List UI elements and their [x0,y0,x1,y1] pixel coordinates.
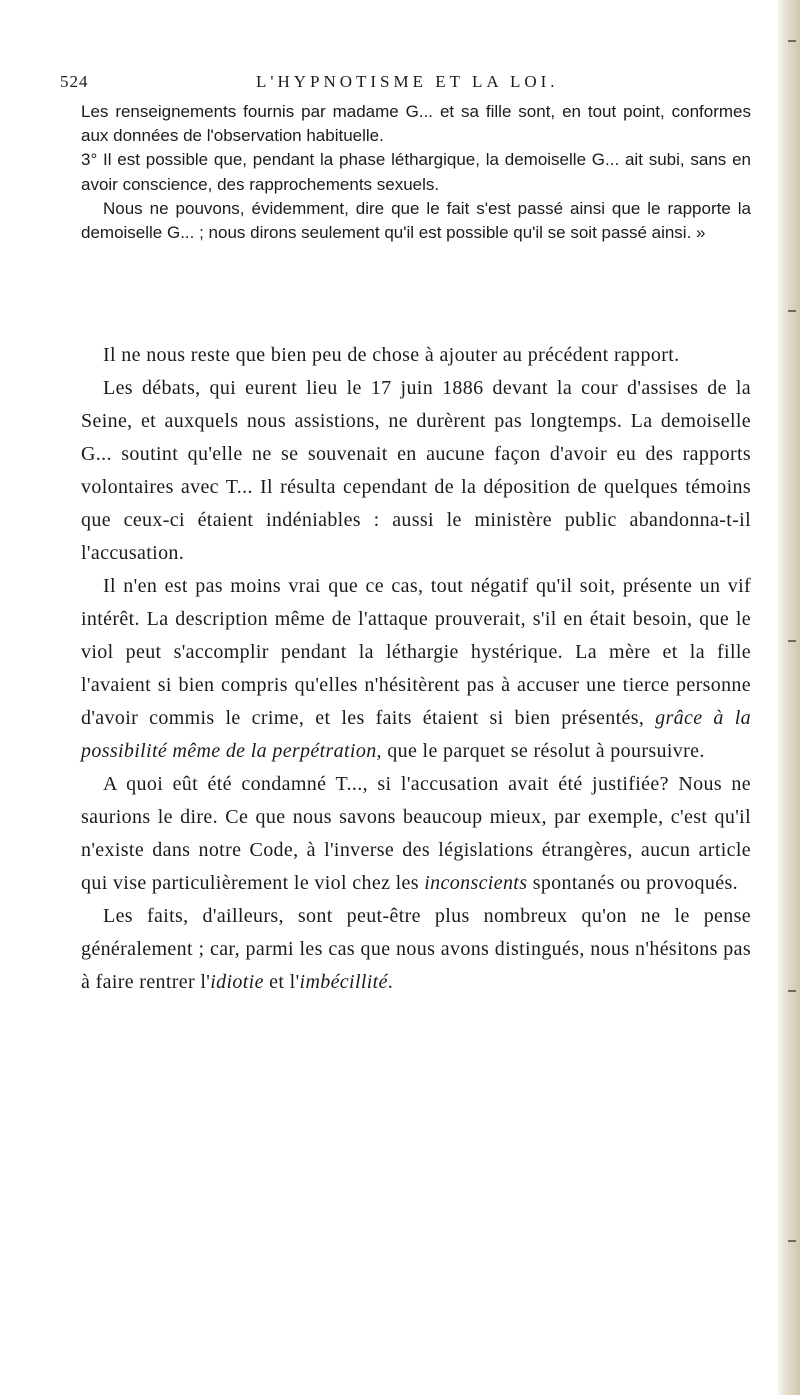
body-paragraph: Il ne nous reste que bien peu de chose à ajouter au précédent rapport. [103,344,680,366]
body-paragraph [81,570,751,768]
body-paragraph [81,768,751,900]
body-paragraph [81,900,751,999]
page-number: 524 [60,72,89,91]
paragraph-text: que le parquet se résolut à poursuivre. [381,740,705,762]
paragraph-text: Les faits, d'ailleurs, sont peut-être plus nombreux qu'on ne le pense généralement ; car, parmi les cas que nous avons distingués, nous n'hésitons pas à faire rentrer l' [81,905,751,993]
spine-mark [788,1240,796,1242]
page-spine-edge [778,0,800,1395]
running-title: L'HYPNOTISME ET LA LOI. [256,72,559,91]
quote-paragraph: 3° Il est possible que, pendant la phase léthargique, la demoiselle G... ait subi, sans en avoir conscience, des rapprochements sexuels. [81,150,751,194]
body-paragraph: Les débats, qui eurent lieu le 17 juin 1886 devant la cour d'assises de la Seine, et auxquels nous assistions, ne durèrent pas longtemps. La demoiselle G... soutint qu'elle ne se souvenait en aucune façon d'avoir eu des rapports volontaires avec T... Il résulta cependant de la déposition de quelques témoins que ceux-ci étaient indéniables : aussi le ministère public abandonna-t-il l'accusation. [81,377,751,564]
running-header [60,72,750,96]
quoted-report [81,100,751,245]
spine-mark [788,640,796,642]
spine-mark [788,310,796,312]
paragraph-text: et l' [263,971,300,993]
italic-word: idiotie [210,971,264,993]
paragraph-text: . [387,971,394,993]
italic-phrase: grâce à la possibilité même de la perpétration, [81,707,752,762]
quote-paragraph: Les renseignements fournis par madame G... et sa fille sont, en tout point, conformes aux données de l'observation habituelle. [81,102,751,146]
paragraph-text: Il n'en est pas moins vrai que ce cas, tout négatif qu'il soit, présente un vif intérêt. La description même de l'attaque prouverait, s'il en était besoin, que le viol peut s'accomplir pendant la léthargie hystérique. La mère et la fille l'avaient si bien compris qu'elles n'hésitèrent pas à accuser une tierce personne d'avoir commis le crime, et les faits étaient si bien présentés, [81,575,751,729]
spine-mark [788,990,796,992]
spine-mark [788,40,796,42]
quote-paragraph: Nous ne pouvons, évidemment, dire que le fait s'est passé ainsi que le rapporte la demoiselle G... ; nous dirons seulement qu'il est possible qu'il se soit passé ainsi. » [81,198,751,243]
paragraph-text: spontanés ou provoqués. [527,872,738,894]
paragraph-text: A quoi eût été condamné T..., si l'accusation avait été justifiée? Nous ne saurions le dire. Ce que nous savons beaucoup mieux, par exemple, c'est qu'il n'existe dans notre Code, à l'inverse des législations étrangères, aucun article qui vise particulièrement le viol chez les [81,773,751,894]
italic-word: inconscients [424,872,528,894]
main-text [81,339,751,999]
italic-word: imbécillité [299,971,388,993]
